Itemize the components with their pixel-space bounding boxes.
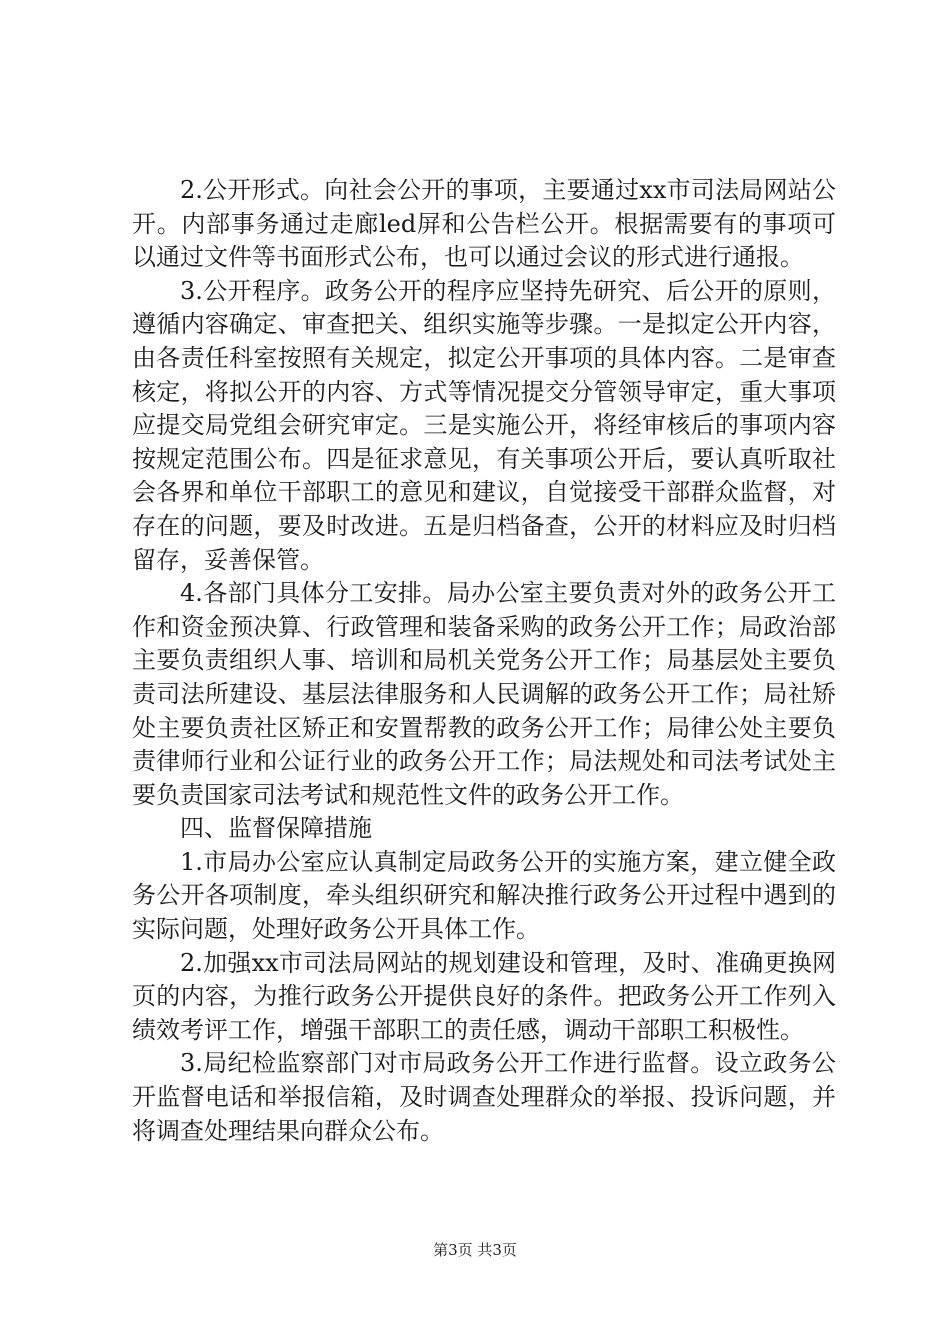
- document-body: [132, 174, 836, 1148]
- paragraph-office-plan: 1.市局办公室应认真制定局政务公开的实施方案，建立健全政务公开各项制度，牵头组织研究和解决推行政务公开过程中遇到的实际问题，处理好政务公开具体工作。: [132, 847, 836, 944]
- section-heading-supervision: 四、监督保障措施: [180, 814, 372, 843]
- paragraph-public-procedure: 3.公开程序。政务公开的程序应坚持先研究、后公开的原则，遵循内容确定、审查把关、组织实施等步骤。一是拟定公开内容，由各责任科室按照有关规定，拟定公开事项的具体内容。二是审查核定，将拟公开的内容、方式等情况提交分管领导审定，重大事项应提交局党组会研究审定。三是实施公开，将经审核后的事项内容按规定范围公布。四是征求意见，有关事项公开后，要认真听取社会各界和单位干部职工的意见和建议，自觉接受干部群众监督，对存在的问题，要及时改进。五是归档备查，公开的材料应及时归档留存，妥善保管。: [132, 276, 836, 574]
- paragraph-division-of-work: 4.各部门具体分工安排。局办公室主要负责对外的政务公开工作和资金预决算、行政管理和装备采购的政务公开工作；局政治部主要负责组织人事、培训和局机关党务公开工作；局基层处主要负责司法所建设、基层法律服务和人民调解的政务公开工作；局社矫处主要负责社区矫正和安置帮教的政务公开工作；局律公处主要负责律师行业和公证行业的政务公开工作；局法规处和司法考试处主要负责国家司法考试和规范性文件的政务公开工作。: [132, 579, 836, 809]
- paragraph-website-management: 2.加强xx市司法局网站的规划建设和管理，及时、准确更换网页的内容，为推行政务公开提供良好的条件。把政务公开工作列入绩效考评工作，增强干部职工的责任感，调动干部职工积极性。: [132, 948, 836, 1044]
- page-number-footer: 第3页 共3页: [433, 1241, 517, 1259]
- paragraph-public-form: 2.公开形式。向社会公开的事项，主要通过xx市司法局网站公开。内部事务通过走廊led屏和公告栏公开。根据需要有的事项可以通过文件等书面形式公布，也可以通过会议的形式进行通报。: [132, 176, 836, 272]
- paragraph-discipline-supervision: 3.局纪检监察部门对市局政务公开工作进行监督。设立政务公开监督电话和举报信箱，及时调查处理群众的举报、投诉问题，并将调查处理结果向群众公布。: [132, 1049, 836, 1145]
